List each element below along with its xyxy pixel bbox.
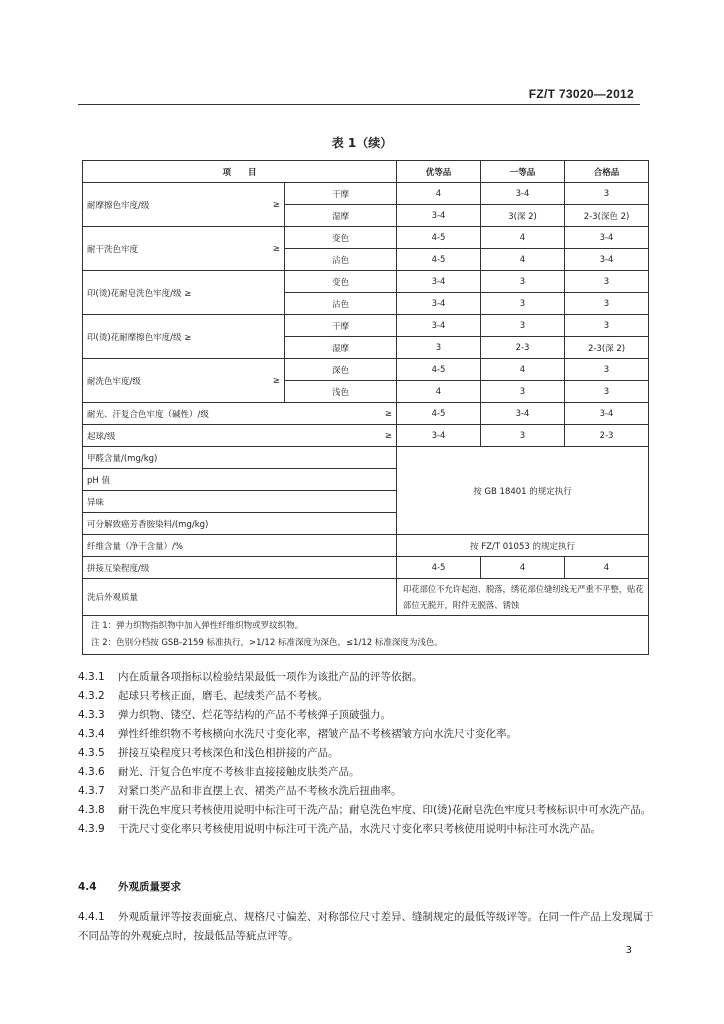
row-label: 洗后外观质量: [83, 579, 397, 616]
cell-value: 3: [565, 271, 649, 293]
sub-label: 湿摩: [285, 205, 397, 227]
cell-value: 3-4: [397, 315, 481, 337]
cell-value: 3: [565, 359, 649, 381]
table-row: [83, 447, 649, 469]
cell-value: 4: [481, 359, 565, 381]
cell-value: 4: [481, 557, 565, 579]
cell-value: 3: [481, 293, 565, 315]
table-title: 表 1（续）: [331, 136, 393, 150]
cell-value: 3: [481, 425, 565, 447]
cell-value: 2-3(深色 2): [565, 205, 649, 227]
cell-value: 3-4: [397, 205, 481, 227]
cell-value: 3(深 2): [481, 205, 565, 227]
clause: 4.3.7 对紧口类产品和非直摆上衣、裙类产品不考核水洗后扭曲率。: [78, 785, 402, 797]
table-row: [83, 557, 649, 579]
cell-value: 4-5: [397, 359, 481, 381]
cell-value: 3: [481, 271, 565, 293]
cell-value: 2-3: [481, 337, 565, 359]
group-label: 耐干洗色牢度 ≥: [83, 227, 285, 271]
note-2: 注 2：色别分档按 GSB-2159 标准执行，>1/12 标准深度为深色，≤1/12 标准深度为浅色。: [91, 638, 443, 648]
clause: 4.3.8 耐干洗色牢度只考核使用说明中标注可干洗产品；耐皂洗色牢度、印(烫)花耐皂洗色牢度只考核标识中可水洗产品。: [78, 804, 652, 816]
cell-value: 3-4: [565, 227, 649, 249]
table-row: [83, 425, 649, 447]
sub-label: 深色: [285, 359, 397, 381]
row-label: 异味: [83, 491, 397, 513]
note-1: 注 1：弹力织物指织物中加入弹性纤维织物或罗纹织物。: [91, 621, 304, 631]
cell-value: 3: [565, 293, 649, 315]
cell-value: 3: [481, 315, 565, 337]
cell-value: 3-4: [565, 249, 649, 271]
clause: 4.3.9 干洗尺寸变化率只考核使用说明中标注可干洗产品，水洗尺寸变化率只考核使用说明中标注可水洗产品。: [78, 823, 601, 835]
table-row: [83, 315, 649, 337]
gb-merged-cell: 按 GB 18401 的规定执行: [397, 447, 649, 535]
clause: 4.3.2 起球只考核正面，磨毛、起绒类产品不考核。: [78, 690, 328, 702]
group-label: 印(烫)花耐摩擦色牢度/级 ≥: [83, 315, 285, 359]
cell-value: 3: [481, 381, 565, 403]
clauses-block: [78, 668, 654, 839]
row-label: 耐光、汗复合色牢度（碱性）/级 ≥: [83, 403, 397, 425]
row-label: pH 值: [83, 469, 397, 491]
row-label: 甲醛含量/(mg/kg): [83, 447, 397, 469]
sub-label: 变色: [285, 227, 397, 249]
header-rule: [78, 104, 640, 105]
cell-value: 3-4: [565, 403, 649, 425]
table-row: [83, 535, 649, 557]
row-label: 纤维含量（净干含量）/%: [83, 535, 397, 557]
sub-label: 变色: [285, 271, 397, 293]
clause: 4.3.1 内在质量各项指标以检验结果最低一项作为该批产品的评等依据。: [78, 671, 423, 683]
cell-value: 3-4: [397, 425, 481, 447]
group-label: 印(烫)花耐皂洗色牢度/级 ≥: [83, 271, 285, 315]
standard-code: FZ/T 73020—2012: [528, 87, 634, 101]
cell-value: 4-5: [397, 249, 481, 271]
table-row: [83, 271, 649, 293]
clause: 4.3.5 拼接互染程度只考核深色和浅色相拼接的产品。: [78, 747, 339, 759]
cell-value: 4-5: [397, 557, 481, 579]
quality-table: [82, 160, 649, 655]
col-qualified: 合格品: [565, 161, 649, 183]
cell-value: 3: [565, 315, 649, 337]
table-header-row: [83, 161, 649, 183]
clause: 4.3.4 弹性纤维织物不考核横向水洗尺寸变化率，褶皱产品不考核褶皱方向水洗尺寸变化率。: [78, 728, 517, 740]
cell-value: 4-5: [397, 403, 481, 425]
table-row: [83, 359, 649, 381]
clause: 4.3.6 耐光、汗复合色牢度不考核非直接接触皮肤类产品。: [78, 766, 360, 778]
cell-value: 4: [565, 557, 649, 579]
fiber-cell: 按 FZ/T 01053 的规定执行: [397, 535, 649, 557]
cell-value: 3-4: [481, 403, 565, 425]
cell-value: 3-4: [481, 183, 565, 205]
row-label: 起球/级 ≥: [83, 425, 397, 447]
cell-value: 4: [481, 249, 565, 271]
cell-value: 3-4: [397, 293, 481, 315]
col-superior: 优等品: [397, 161, 481, 183]
section-heading: 4.4 外观质量要求: [78, 881, 181, 893]
cell-value: 4: [397, 381, 481, 403]
group-label: 耐摩擦色牢度/级 ≥: [83, 183, 285, 227]
sub-label: 干摩: [285, 315, 397, 337]
table-row: [83, 403, 649, 425]
appearance-cell: 印花部位不允许起泡、脱落，绣花部位缝纫线无严重不平整，贴花部位无脱开，附件无脱落、锈蚀: [397, 579, 649, 616]
table-row: [83, 183, 649, 205]
cell-value: 3: [565, 183, 649, 205]
cell-value: 4: [397, 183, 481, 205]
cell-value: 3: [397, 337, 481, 359]
row-label: 拼接互染程度/级: [83, 557, 397, 579]
col-first: 一等品: [481, 161, 565, 183]
table-notes: [83, 616, 649, 655]
clause: 4.3.3 弹力织物、镂空、烂花等结构的产品不考核弹子顶破强力。: [78, 709, 391, 721]
cell-value: 2-3(深 2): [565, 337, 649, 359]
cell-value: 3: [565, 381, 649, 403]
sub-label: 浅色: [285, 381, 397, 403]
notes-row: [83, 616, 649, 655]
cell-value: 3-4: [397, 271, 481, 293]
page-number: 3: [625, 945, 632, 956]
sub-label: 沾色: [285, 293, 397, 315]
sub-label: 沾色: [285, 249, 397, 271]
sub-label: 湿摩: [285, 337, 397, 359]
cell-value: 4: [481, 227, 565, 249]
clause-4-4-1: 4.4.1 外观质量评等按表面疵点、规格尺寸偏差、对称部位尺寸差异、缝制规定的最低等级评等。在同一件产品上发现属于不同品等的外观疵点时，按最低品等疵点评等。: [78, 911, 654, 942]
cell-value: 4-5: [397, 227, 481, 249]
cell-value: 2-3: [565, 425, 649, 447]
sub-label: 干摩: [285, 183, 397, 205]
group-label: 耐洗色牢度/级 ≥: [83, 359, 285, 403]
col-item: 项 目: [83, 161, 397, 183]
row-label: 可分解致癌芳香胺染料/(mg/kg): [83, 513, 397, 535]
table-row: [83, 227, 649, 249]
table-row: [83, 579, 649, 616]
